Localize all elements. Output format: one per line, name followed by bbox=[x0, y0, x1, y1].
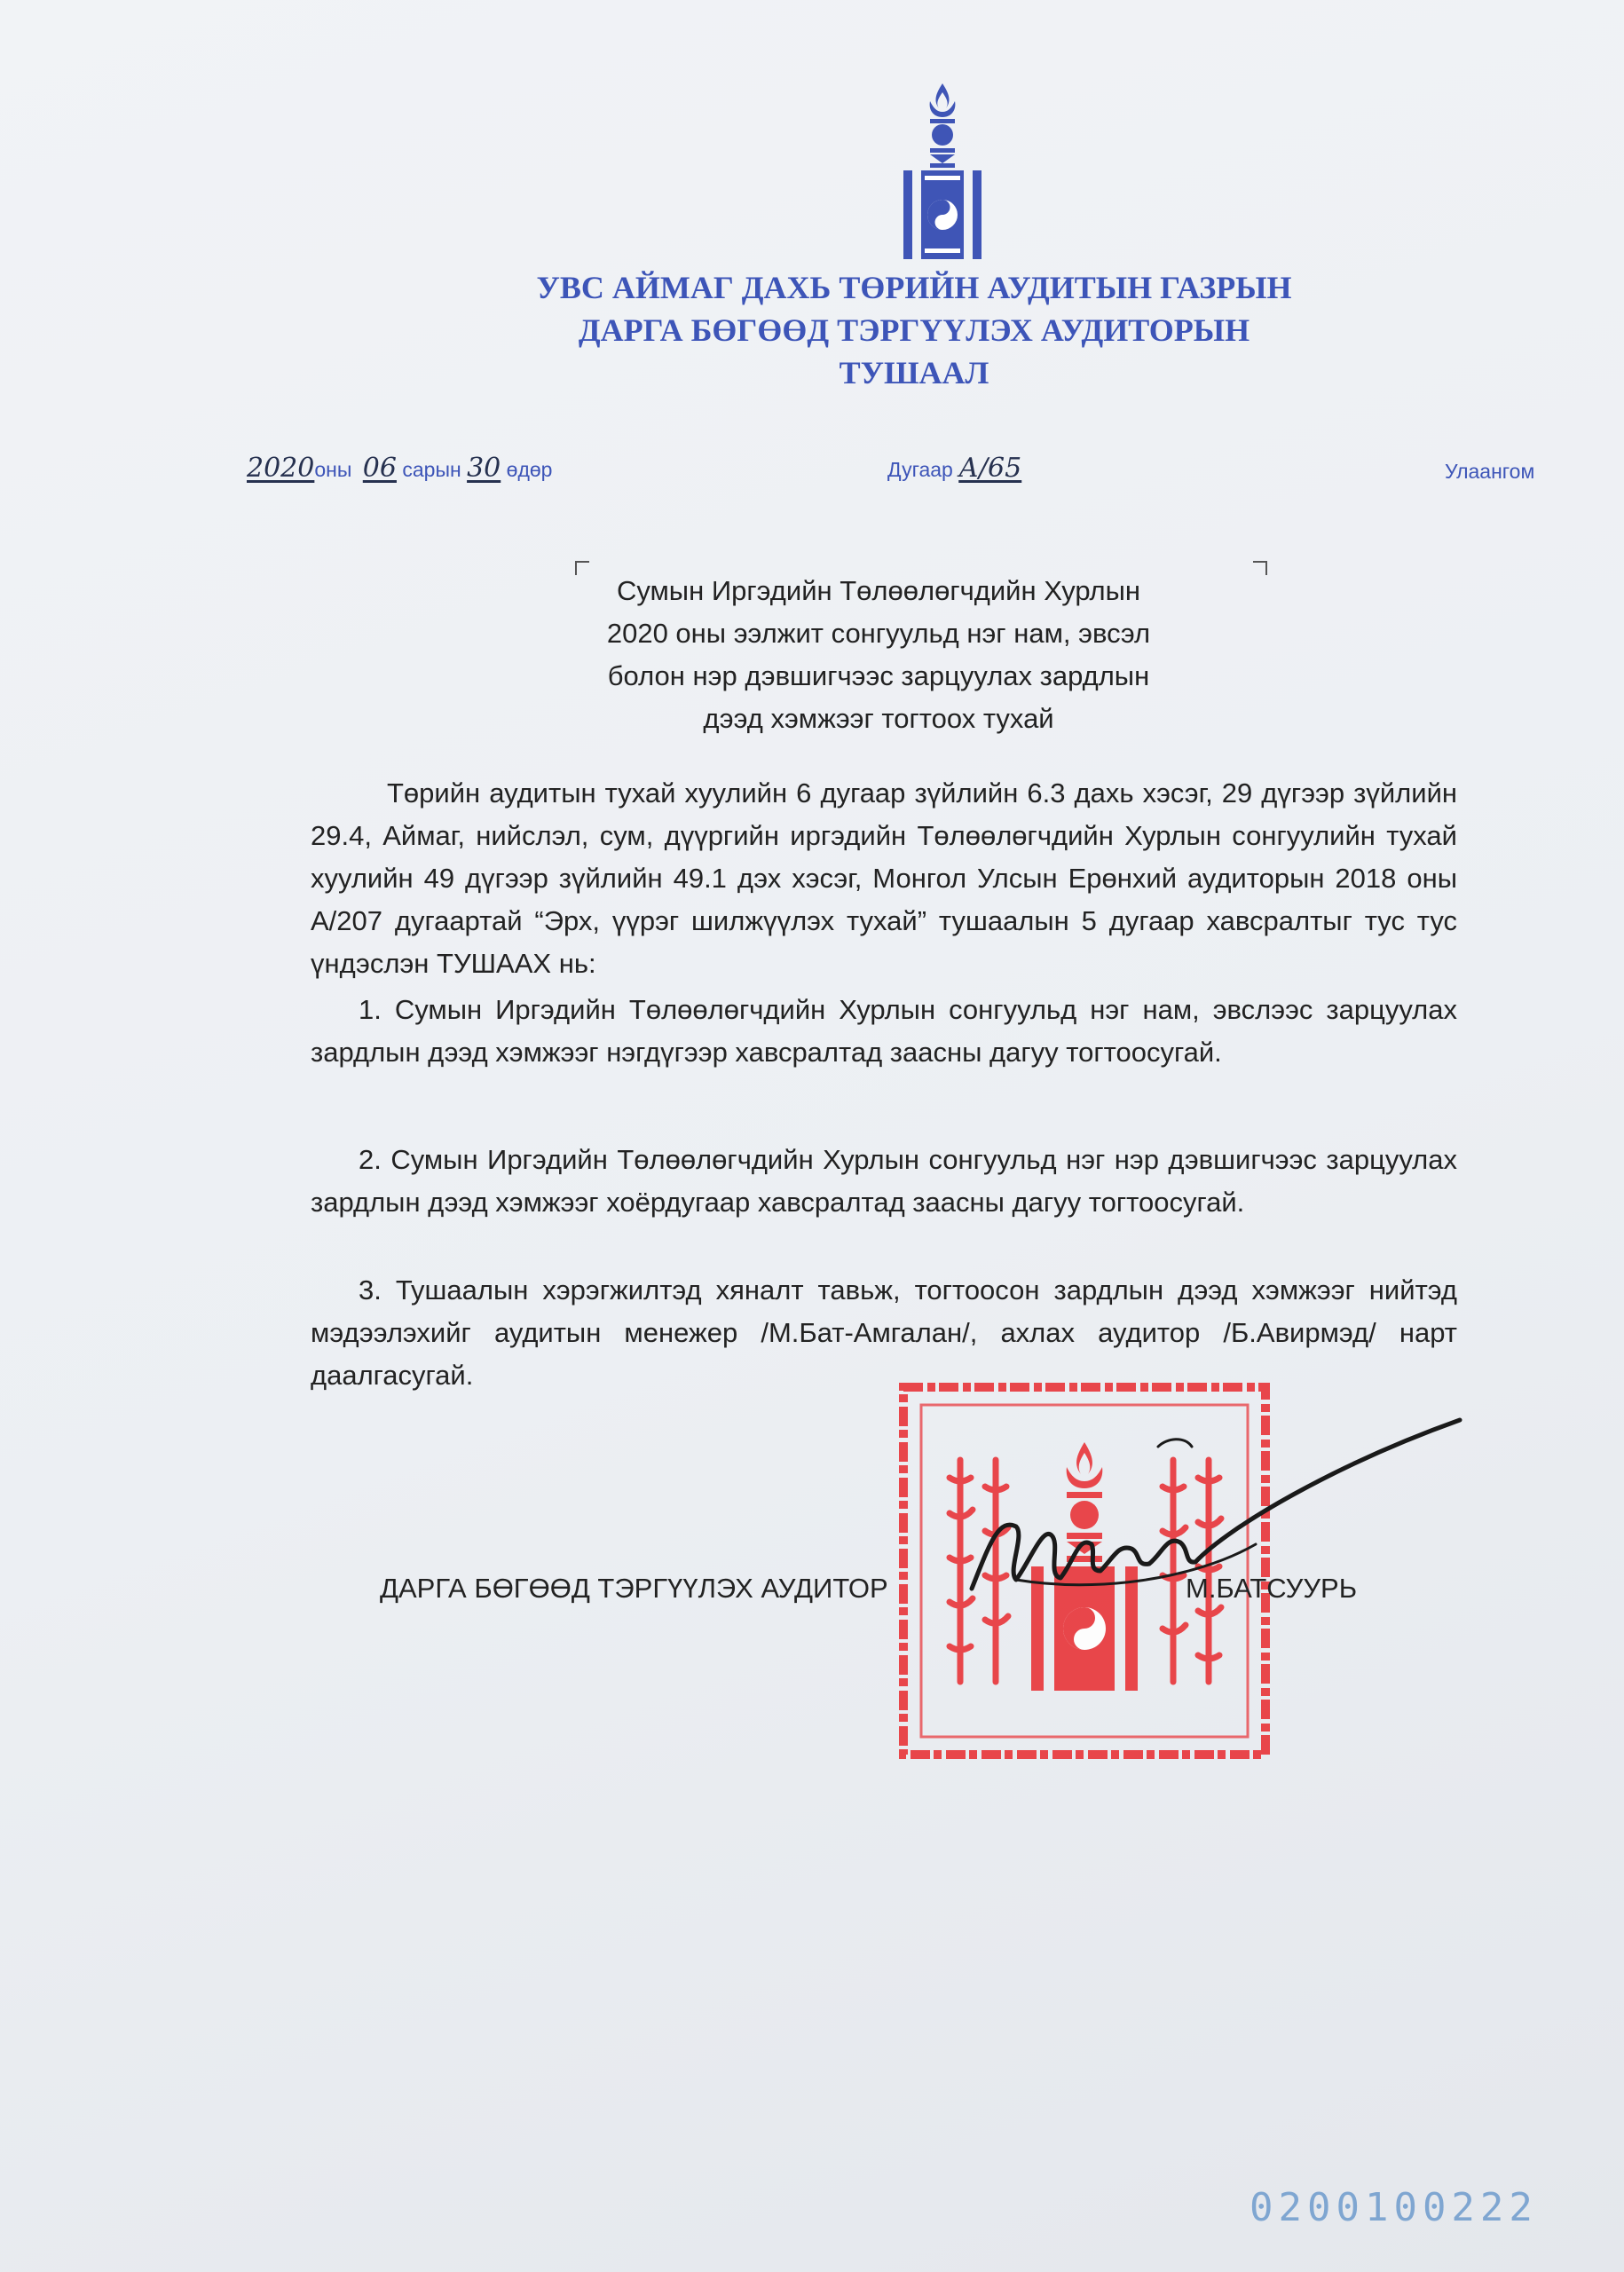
header-line-3: ТУШААЛ bbox=[839, 355, 989, 390]
document-date bbox=[247, 453, 552, 484]
document-header bbox=[497, 266, 1331, 394]
signer-name: М.БАТСУУРЬ bbox=[1186, 1573, 1358, 1604]
order-item-3 bbox=[311, 1269, 1457, 1397]
order-title bbox=[515, 570, 1242, 740]
serial-number: 0200100222 bbox=[1250, 2185, 1538, 2230]
date-month-suffix: сарын bbox=[402, 458, 461, 481]
date-day-suffix: өдөр bbox=[506, 458, 553, 481]
title-line-1: Сумын Иргэдийн Төлөөлөгчдийн Хурлын bbox=[616, 575, 1141, 606]
item-2-text: 2. Сумын Иргэдийн Төлөөлөгчдийн Хурлын сонгуульд нэг нэр дэвшигчээс зарцуулах зардлын дээд хэмжээг хоёрдугаар хавсралтад заасны дагуу тогтоосугай. bbox=[311, 1144, 1457, 1218]
signer-position: ДАРГА БӨГӨӨД ТЭРГҮҮЛЭХ АУДИТОР bbox=[380, 1573, 888, 1604]
preamble-text: Төрийн аудитын тухай хуулийн 6 дугаар зүйлийн 6.3 дахь хэсэг, 29 дүгээр зүйлийн 29.4, Аймаг, нийслэл, сум, дүүргийн иргэдийн Төлөөлөгчдийн Хурлын сонгуулийн тухай хуулийн 49 дүгээр зүйлийн 49.1 дэх хэсэг, Монгол Улсын Ерөнхий аудиторын 2018 оны А/207 дугаартай “Эрх, үүрэг шилжүүлэх тухай” тушаалын 5 дугаар хавсралтыг тус тус үндэслэн ТУШААХ нь: bbox=[311, 777, 1457, 979]
date-day: 30 bbox=[467, 453, 501, 484]
order-item-1 bbox=[311, 989, 1457, 1074]
header-line-1: УВС АЙМАГ ДАХЬ ТӨРИЙН АУДИТЫН ГАЗРЫН bbox=[536, 270, 1292, 305]
document-place: Улаангом bbox=[1445, 460, 1535, 483]
date-year-suffix: оны bbox=[314, 458, 352, 481]
order-preamble bbox=[311, 772, 1457, 985]
header-line-2: ДАРГА БӨГӨӨД ТЭРГҮҮЛЭХ АУДИТОРЫН bbox=[578, 312, 1250, 348]
date-month: 06 bbox=[362, 453, 397, 484]
title-line-3: болон нэр дэвшигчээс зарцуулах зардлын bbox=[607, 660, 1150, 691]
title-line-4: дээд хэмжээг тогтоох тухай bbox=[703, 703, 1054, 734]
title-line-2: 2020 оны ээлжит сонгуульд нэг нам, эвсэл bbox=[606, 618, 1151, 649]
number-label: Дугаар bbox=[887, 458, 953, 481]
date-year: 2020 bbox=[247, 453, 315, 484]
soyombo-emblem-icon bbox=[886, 82, 999, 263]
order-item-2 bbox=[311, 1139, 1457, 1224]
document-number bbox=[887, 453, 1021, 484]
item-1-text: 1. Сумын Иргэдийн Төлөөлөгчдийн Хурлын сонгуульд нэг нам, эвслээс зарцуулах зардлын дээд хэмжээг нэгдүгээр хавсралтад заасны дагуу тогтоосугай. bbox=[311, 994, 1457, 1068]
handwritten-signature bbox=[963, 1411, 1469, 1615]
title-bracket-right bbox=[1253, 561, 1267, 575]
number-value: А/65 bbox=[958, 453, 1022, 484]
item-3-text: 3. Тушаалын хэрэгжилтэд хяналт тавьж, тогтоосон зардлын дээд хэмжээг нийтэд мэдээлэхийг аудитын менежер /М.Бат-Амгалан/, ахлах аудитор /Б.Авирмэд/ нарт даалгасугай. bbox=[311, 1274, 1457, 1391]
